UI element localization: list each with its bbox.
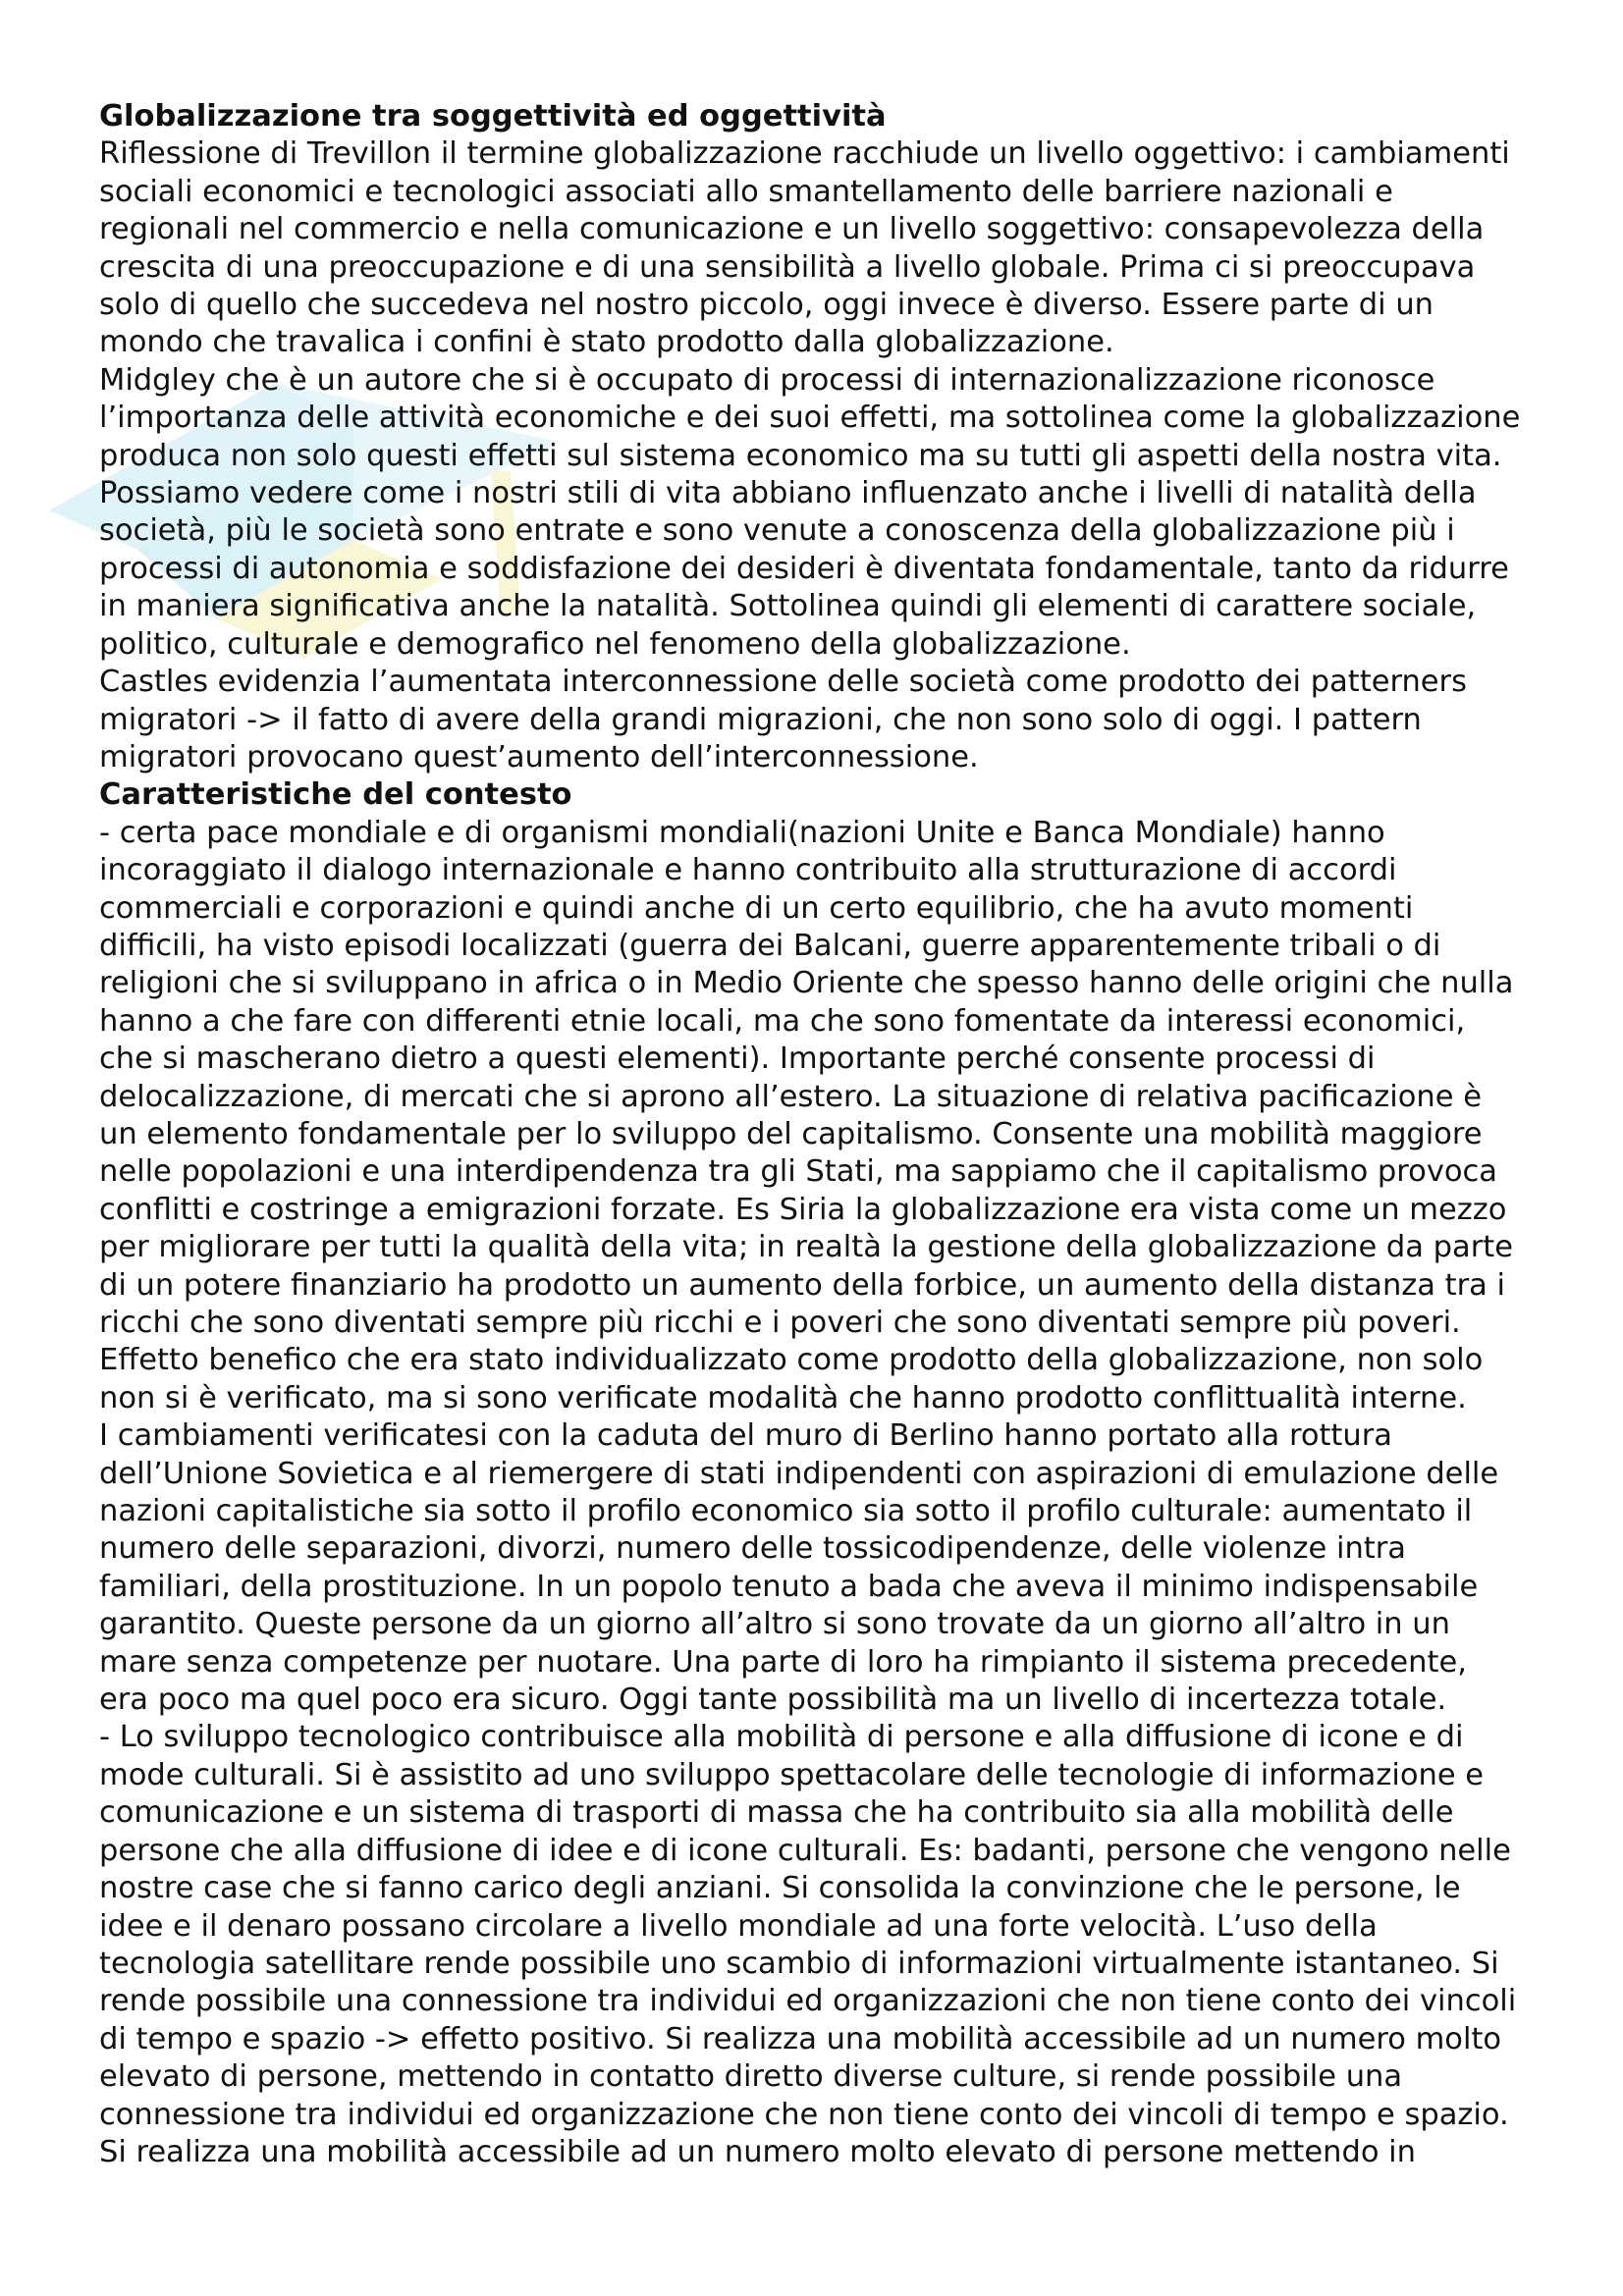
paragraph-castles: Castles evidenzia l’aumentata interconnessione delle società come prodotto dei patterners migratori -> il fatto di avere della grandi migrazioni, che non sono solo di oggi. I pattern migratori provocano quest’aumento dell’interconnessione. bbox=[99, 665, 1467, 774]
document-body bbox=[99, 98, 1542, 2171]
paragraph-muro-di-berlino: I cambiamenti verificatesi con la caduta del muro di Berlino hanno portato alla rottura dell’Unione Sovietica e al riemergere di stati indipendenti con aspirazioni di emulazione delle nazioni capitalistiche sia sotto il profilo economico sia sotto il profilo culturale: aumentato il numero delle separazioni, divorzi, numero delle tossicodipendenze, delle violenze intra familiari, della prostituzione. In un popolo tenuto a bada che aveva il minimo indispensabile garantito. Queste persone da un giorno all’altro si sono trovate da un giorno all’altro in un mare senza competenze per nuotare. Una parte di loro ha rimpianto il sistema precedente, era poco ma quel poco era sicuro. Oggi tante possibilità ma un livello di incertezza totale. bbox=[99, 1418, 1499, 1718]
paragraph-sviluppo-tecnologico: - Lo sviluppo tecnologico contribuisce alla mobilità di persone e alla diffusione di icone e di mode culturali. Si è assistito ad uno sviluppo spettacolare delle tecnologie di informazione e comunicazione e un sistema di trasporti di massa che ha contribuito sia alla mobilità delle persone che alla diffusione di idee e di icone culturali. Es: badanti, persone che vengono nelle nostre case che si fanno carico degli anziani. Si consolida la convinzione che le persone, le idee e il denaro possano circolare a livello mondiale ad una forte velocità. L’uso della tecnologia satellitare rende possibile uno scambio di informazioni virtualmente istantaneo. Si rende possibile una connessione tra individui ed organizzazioni che non tiene conto dei vincoli di tempo e spazio -> effetto positivo. Si realizza una mobilità accessibile ad un numero molto elevato di persone, mettendo in contatto diretto diverse culture, si rende possibile una connessione tra individui ed organizzazione che non tiene conto dei vincoli di tempo e spazio. Si realizza una mobilità accessibile ad un numero molto elevato di persone mettendo in bbox=[99, 1720, 1517, 2169]
paragraph-pace-mondiale: - certa pace mondiale e di organismi mondiali(nazioni Unite e Banca Mondiale) hanno incoraggiato il dialogo internazionale e hanno contribuito alla strutturazione di accordi commerciali e corporazioni e quindi anche di un certo equilibrio, che ha avuto momenti difficili, ha visto episodi localizzati (guerra dei Balcani, guerre apparentemente tribali o di religioni che si sviluppano in africa o in Medio Oriente che spesso hanno delle origini che nulla hanno a che fare con differenti etnie locali, ma che sono fomentate da interessi economici, che si mascherano dietro a questi elementi). Importante perché consente processi di delocalizzazione, di mercati che si aprono all’estero. La situazione di relativa pacificazione è un elemento fondamentale per lo sviluppo del capitalismo. Consente una mobilità maggiore nelle popolazioni e una interdipendenza tra gli Stati, ma sappiamo che il capitalismo provoca conflitti e costringe a emigrazioni forzate. Es Siria la globalizzazione era vista come un mezzo per migliorare per tutti la qualità della vita; in realtà la gestione della globalizzazione da parte di un potere finanziario ha prodotto un aumento della forbice, un aumento della distanza tra i ricchi che sono diventati sempre più ricchi e i poveri che sono diventati sempre più poveri. Effetto benefico che era stato individualizzato come prodotto della globalizzazione, non solo non si è verificato, ma si sono verificate modalità che hanno prodotto conflittualità interne. bbox=[99, 815, 1514, 1415]
paragraph-midgley: Midgley che è un autore che si è occupato di processi di internazionalizzazione riconosce l’importanza delle attività economiche e dei suoi effetti, ma sottolinea come la globalizzazione produca non solo questi effetti sul sistema economico ma su tutti gli aspetti della nostra vita. Possiamo vedere come i nostri stili di vita abbiano influenzato anche i livelli di natalità della società, più le società sono entrate e sono venute a conoscenza della globalizzazione più i processi di autonomia e soddisfazione dei desideri è diventata fondamentale, tanto da ridurre in maniera significativa anche la natalità. Sottolinea quindi gli elementi di carattere sociale, politico, culturale e demografico nel fenomeno della globalizzazione. bbox=[99, 362, 1521, 662]
section-heading: Caratteristiche del contesto bbox=[99, 777, 572, 813]
paragraph-trevillon: Riflessione di Trevillon il termine globalizzazione racchiude un livello oggettivo: i cambiamenti sociali economici e tecnologici associati allo smantellamento delle barriere nazionali e regionali nel commercio e nella comunicazione e un livello soggettivo: consapevolezza della crescita di una preoccupazione e di una sensibilità a livello globale. Prima ci si preoccupava solo di quello che succedeva nel nostro piccolo, oggi invece è diverso. Essere parte di un mondo che travalica i confini è stato prodotto dalla globalizzazione. bbox=[99, 136, 1510, 360]
document-title: Globalizzazione tra soggettività ed oggettività bbox=[99, 99, 887, 133]
